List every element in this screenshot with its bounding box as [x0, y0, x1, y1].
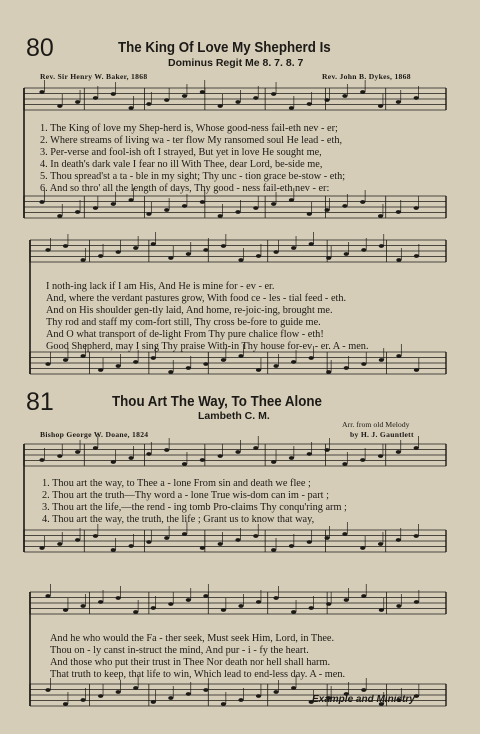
note-head [307, 212, 312, 216]
hymn-80-verse-3a: 3. Per-verse and fool-ish oft I strayed, But yet in love He sought me, [40, 147, 322, 158]
note-head [238, 698, 243, 702]
note-head [168, 370, 173, 374]
note-head [164, 98, 169, 102]
note-head [396, 450, 401, 454]
note-head [360, 546, 365, 550]
hymn-81-arr-line-1: Arr. from old Melody [342, 420, 410, 429]
note-head [182, 94, 187, 98]
note-head [324, 98, 329, 102]
note-head [378, 542, 383, 546]
note-head [182, 532, 187, 536]
note-head [307, 452, 312, 456]
note-head [98, 254, 103, 258]
hymn-81-verse-2b: Thou on - ly canst in-struct the mind, And pur - i - fy the heart. [50, 645, 309, 656]
note-head [361, 594, 366, 598]
note-head [324, 208, 329, 212]
note-head [379, 244, 384, 248]
note-head [93, 534, 98, 538]
note-head [235, 538, 240, 542]
note-head [80, 258, 85, 262]
note-head [146, 452, 151, 456]
note-head [344, 598, 349, 602]
note-head [200, 458, 205, 462]
note-head [111, 548, 116, 552]
note-head [151, 242, 156, 246]
note-head [271, 548, 276, 552]
page-reference: Example and Ministry [312, 694, 415, 705]
note-head [378, 454, 383, 458]
note-head [414, 206, 419, 210]
note-head [238, 258, 243, 262]
hymn-81-verse-1a: 1. Thou art the way, to Thee a - lone From sin and death we flee ; [42, 478, 311, 489]
hymn-81-arr-line-2: by H. J. Gauntlett [350, 430, 414, 439]
note-head [256, 368, 261, 372]
note-head [218, 214, 223, 218]
note-head [151, 606, 156, 610]
note-head [256, 694, 261, 698]
note-head [289, 106, 294, 110]
note-head [146, 540, 151, 544]
note-head [203, 362, 208, 366]
note-head [289, 456, 294, 460]
note-head [361, 248, 366, 252]
note-head [63, 608, 68, 612]
note-head [133, 246, 138, 250]
note-head [116, 364, 121, 368]
note-head [273, 690, 278, 694]
hymn-81-verse-2a: 2. Thou art the truth—Thy word a - lone True wis-dom can im - part ; [42, 490, 329, 501]
note-head [396, 538, 401, 542]
note-head [116, 596, 121, 600]
hymn-80-verse-1b: I noth-ing lack if I am His, And He is mine for - ev - er. [46, 281, 275, 292]
note-head [360, 90, 365, 94]
note-head [309, 606, 314, 610]
note-head [57, 542, 62, 546]
note-head [80, 354, 85, 358]
note-head [203, 594, 208, 598]
note-head [98, 368, 103, 372]
note-head [63, 244, 68, 248]
note-head [186, 692, 191, 696]
note-head [111, 202, 116, 206]
hymn-80-verse-4b: Thy rod and staff my com-fort still, Thy cross be-fore to guide me. [46, 317, 321, 328]
hymn-80-verse-5a: 5. Thou spread'st a ta - ble in my sight; Thy unc - tion grace be-stow - eth; [40, 171, 346, 182]
note-head [342, 204, 347, 208]
note-head [116, 690, 121, 694]
note-head [307, 540, 312, 544]
note-head [291, 246, 296, 250]
note-head [186, 252, 191, 256]
hymn-80-verse-6b: Good Shepherd, may I sing Thy praise With-in Thy house for-ev - er. A - men. [46, 341, 369, 352]
note-head [151, 700, 156, 704]
note-head [291, 360, 296, 364]
hymn-81-verse-4b: That truth to keep, that life to win, Which lead to end-less day. A - men. [50, 669, 346, 680]
note-head [256, 254, 261, 258]
note-head [203, 688, 208, 692]
note-head [271, 460, 276, 464]
hymn-80-author: Rev. Sir Henry W. Baker, 1868 [40, 72, 148, 81]
note-head [378, 104, 383, 108]
note-head [326, 256, 331, 260]
note-head [324, 448, 329, 452]
note-head [75, 100, 80, 104]
note-head [57, 214, 62, 218]
note-head [291, 686, 296, 690]
note-head [168, 696, 173, 700]
note-head [111, 92, 116, 96]
note-head [344, 252, 349, 256]
hymn-81-verse-3b: And those who put their trust in Thee Nor death nor hell shall harm. [50, 657, 331, 668]
note-head [146, 102, 151, 106]
note-head [414, 534, 419, 538]
note-head [116, 250, 121, 254]
note-head [326, 602, 331, 606]
hymn-80-verse-5b: And O what transport of de-light From Thy pure chalice flow - eth! [46, 329, 324, 340]
note-head [396, 100, 401, 104]
note-head [235, 210, 240, 214]
note-head [93, 446, 98, 450]
note-head [235, 450, 240, 454]
hymn-80-verse-4a: 4. In death's dark vale I fear no ill With Thee, dear Lord, be-side me, [40, 159, 323, 170]
note-head [128, 544, 133, 548]
note-head [221, 358, 226, 362]
note-head [45, 248, 50, 252]
note-head [256, 600, 261, 604]
note-head [93, 206, 98, 210]
note-head [45, 688, 50, 692]
note-head [133, 610, 138, 614]
note-head [253, 446, 258, 450]
note-head [342, 532, 347, 536]
note-head [235, 100, 240, 104]
hymn-80-title: The King Of Love My Shepherd Is [118, 40, 331, 56]
note-head [342, 462, 347, 466]
note-head [39, 200, 44, 204]
note-head [218, 542, 223, 546]
note-head [200, 200, 205, 204]
note-head [238, 604, 243, 608]
hymn-80-verse-2b: And, where the verdant pastures grow, With food ce - les - tial feed - eth. [46, 293, 347, 304]
hymn-81-verse-1b: And he who would the Fa - ther seek, Must seek Him, Lord, in Thee. [50, 633, 335, 644]
note-head [45, 362, 50, 366]
hymn-81-number: 81 [26, 388, 54, 416]
note-head [164, 208, 169, 212]
note-head [342, 94, 347, 98]
hymn-80-verse-1a: 1. The King of love my Shep-herd is, Whose good-ness fail-eth nev - er; [40, 123, 338, 134]
note-head [93, 96, 98, 100]
note-head [111, 460, 116, 464]
note-head [218, 454, 223, 458]
note-head [75, 538, 80, 542]
note-head [63, 702, 68, 706]
note-head [98, 694, 103, 698]
note-head [324, 536, 329, 540]
note-head [309, 356, 314, 360]
note-head [75, 450, 80, 454]
note-head [414, 254, 419, 258]
note-head [414, 600, 419, 604]
note-head [289, 198, 294, 202]
hymn-80-verse-6a: 6. And so thro' all the length of days, Thy good - ness fail-eth nev - er: [40, 183, 330, 194]
note-head [98, 600, 103, 604]
hymn-81-verse-4a: 4. Thou art the way, the truth, the life ; Grant us to know that way, [42, 514, 315, 525]
note-head [360, 200, 365, 204]
note-head [273, 250, 278, 254]
note-head [396, 604, 401, 608]
note-head [133, 360, 138, 364]
note-head [396, 210, 401, 214]
note-head [164, 448, 169, 452]
note-head [396, 354, 401, 358]
note-head [75, 210, 80, 214]
note-head [200, 90, 205, 94]
note-head [80, 698, 85, 702]
note-head [271, 202, 276, 206]
note-head [361, 362, 366, 366]
note-head [360, 458, 365, 462]
note-head [379, 608, 384, 612]
note-head [309, 242, 314, 246]
note-head [253, 206, 258, 210]
note-head [273, 596, 278, 600]
note-head [221, 608, 226, 612]
hymn-81-tune: Lambeth C. M. [198, 410, 270, 422]
note-head [221, 244, 226, 248]
note-head [39, 90, 44, 94]
hymn-80-composer: Rev. John B. Dykes, 1868 [322, 72, 411, 81]
note-head [218, 104, 223, 108]
hymn-81-author: Bishop George W. Doane, 1824 [40, 430, 149, 439]
hymn-81-title: Thou Art The Way, To Thee Alone [112, 394, 322, 410]
note-head [39, 458, 44, 462]
note-head [253, 534, 258, 538]
note-head [63, 358, 68, 362]
note-head [168, 602, 173, 606]
note-head [57, 104, 62, 108]
note-head [57, 454, 62, 458]
note-head [307, 102, 312, 106]
hymn-80-verse-3b: And on His shoulder gen-tly laid, And home, re-joic-ing, brought me. [46, 305, 333, 316]
note-head [291, 610, 296, 614]
note-head [378, 214, 383, 218]
hymn-80-verse-2a: 2. Where streams of living wa - ter flow My ransomed soul He lead - eth, [40, 135, 343, 146]
note-head [326, 370, 331, 374]
note-head [203, 248, 208, 252]
note-head [45, 594, 50, 598]
note-head [182, 204, 187, 208]
note-head [221, 702, 226, 706]
note-head [379, 358, 384, 362]
hymn-80-tune: Dominus Regit Me 8. 7. 8. 7 [168, 57, 304, 69]
note-head [414, 446, 419, 450]
note-head [238, 354, 243, 358]
hymn-81-verse-3a: 3. Thou art the life,—the rend - ing tomb Pro-claims Thy conqu'ring arm ; [42, 502, 347, 513]
note-head [146, 212, 151, 216]
note-head [151, 356, 156, 360]
note-head [39, 546, 44, 550]
note-head [344, 366, 349, 370]
note-head [128, 456, 133, 460]
note-head [200, 546, 205, 550]
note-head [182, 462, 187, 466]
note-head [253, 96, 258, 100]
note-head [414, 96, 419, 100]
note-head [273, 364, 278, 368]
note-head [128, 198, 133, 202]
note-head [164, 536, 169, 540]
note-head [168, 256, 173, 260]
note-head [396, 258, 401, 262]
note-head [80, 604, 85, 608]
note-head [186, 366, 191, 370]
hymn-80-number: 80 [26, 34, 54, 62]
note-head [128, 106, 133, 110]
note-head [361, 688, 366, 692]
note-head [186, 598, 191, 602]
note-head [289, 544, 294, 548]
note-head [414, 368, 419, 372]
note-head [271, 92, 276, 96]
note-head [133, 686, 138, 690]
